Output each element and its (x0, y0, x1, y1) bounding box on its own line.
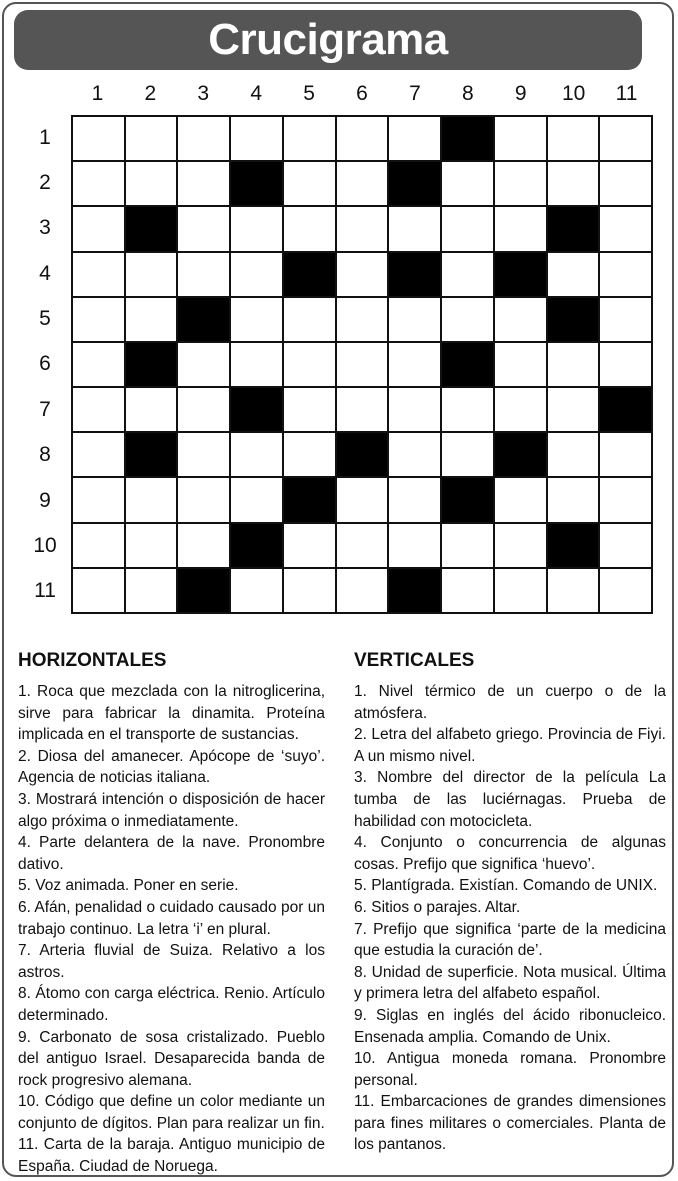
empty-cell[interactable] (73, 253, 124, 296)
row-number: 5 (39, 307, 51, 331)
clue: 6. Afán, penalidad o cuidado causado por un trabajo continuo. La letra ‘i’ en plural. (18, 898, 325, 938)
empty-cell[interactable] (178, 162, 229, 205)
empty-cell[interactable] (337, 298, 388, 341)
empty-cell[interactable] (337, 569, 388, 612)
clue: 4. Conjunto o concurrencia de algunas cosas. Prefijo que significa ‘huevo’. (354, 834, 666, 873)
empty-cell[interactable] (231, 343, 282, 386)
empty-cell[interactable] (284, 524, 335, 567)
column-numbers (71, 82, 653, 106)
column-number: 6 (356, 82, 368, 105)
vertical-clues-heading: VERTICALES (354, 650, 475, 671)
empty-cell[interactable] (442, 388, 493, 431)
empty-cell[interactable] (73, 343, 124, 386)
empty-cell[interactable] (73, 117, 124, 160)
black-cell (231, 524, 282, 567)
empty-cell[interactable] (126, 478, 177, 521)
black-cell (442, 478, 493, 521)
horizontal-clues-heading: HORIZONTALES (18, 650, 167, 671)
black-cell (600, 388, 651, 431)
clue: 8. Unidad de superficie. Nota musical. Última y primera letra del alfabeto español. (354, 963, 666, 1003)
clue: 5. Voz animada. Poner en serie. (18, 877, 239, 895)
black-cell (389, 569, 440, 612)
empty-cell[interactable] (126, 162, 177, 205)
empty-cell[interactable] (337, 253, 388, 296)
clue: 9. Carbonato de sosa cristalizado. Pueblo del antiguo Israel. Desaparecida banda de rock progresivo alemana. (18, 1028, 325, 1089)
row-number: 6 (39, 352, 51, 376)
column-number: 5 (303, 82, 315, 105)
empty-cell[interactable] (495, 478, 546, 521)
empty-cell[interactable] (389, 524, 440, 567)
horizontal-clues (18, 648, 325, 1178)
empty-cell[interactable] (495, 569, 546, 612)
empty-cell[interactable] (231, 569, 282, 612)
empty-cell[interactable] (178, 433, 229, 476)
clue: 8. Átomo con carga eléctrica. Renio. Artículo determinado. (18, 985, 325, 1024)
empty-cell[interactable] (495, 117, 546, 160)
empty-cell[interactable] (284, 162, 335, 205)
empty-cell[interactable] (495, 207, 546, 250)
empty-cell[interactable] (600, 117, 651, 160)
row-number: 1 (39, 125, 51, 149)
black-cell (231, 388, 282, 431)
empty-cell[interactable] (600, 253, 651, 296)
empty-cell[interactable] (600, 433, 651, 476)
clue: 2. Diosa del amanecer. Apócope de ‘suyo’. Agencia de noticias italiana. (18, 747, 325, 787)
vertical-clues (354, 648, 666, 1156)
column-number: 3 (197, 82, 210, 105)
empty-cell[interactable] (126, 524, 177, 567)
column-number: 8 (461, 82, 474, 105)
row-number: 11 (34, 579, 56, 603)
empty-cell[interactable] (284, 433, 335, 476)
empty-cell[interactable] (442, 569, 493, 612)
empty-cell[interactable] (389, 478, 440, 521)
black-cell (126, 207, 177, 250)
empty-cell[interactable] (337, 388, 388, 431)
black-cell (178, 298, 229, 341)
empty-cell[interactable] (442, 298, 493, 341)
empty-cell[interactable] (73, 524, 124, 567)
empty-cell[interactable] (495, 298, 546, 341)
row-number: 8 (39, 443, 51, 467)
empty-cell[interactable] (231, 478, 282, 521)
black-cell (337, 433, 388, 476)
row-numbers (20, 115, 70, 614)
black-cell (284, 478, 335, 521)
column-number: 1 (91, 82, 104, 105)
empty-cell[interactable] (495, 343, 546, 386)
empty-cell[interactable] (337, 524, 388, 567)
empty-cell[interactable] (178, 117, 229, 160)
clue: 6. Sitios o parajes. Altar. (354, 898, 521, 916)
empty-cell[interactable] (284, 388, 335, 431)
page-title: Crucigrama (208, 15, 448, 64)
empty-cell[interactable] (548, 433, 599, 476)
empty-cell[interactable] (389, 433, 440, 476)
empty-cell[interactable] (178, 388, 229, 431)
empty-cell[interactable] (337, 162, 388, 205)
row-number: 9 (39, 488, 51, 512)
empty-cell[interactable] (442, 524, 493, 567)
crossword-grid (71, 115, 653, 614)
column-number: 2 (144, 82, 157, 105)
empty-cell[interactable] (284, 298, 335, 341)
title-banner (14, 10, 642, 70)
clue: 7. Prefijo que significa ‘parte de la medicina que estudia la curación de’. (354, 920, 666, 960)
clue: 3. Nombre del director de la película La tumba de las luciérnagas. Prueba de habilidad con motocicleta. (354, 769, 666, 830)
empty-cell[interactable] (284, 343, 335, 386)
empty-cell[interactable] (231, 117, 282, 160)
black-cell (231, 162, 282, 205)
black-cell (548, 207, 599, 250)
empty-cell[interactable] (600, 298, 651, 341)
empty-cell[interactable] (442, 207, 493, 250)
row-number: 7 (39, 397, 51, 421)
clue: 10. Antigua moneda romana. Pronombre personal. (354, 1050, 666, 1089)
empty-cell[interactable] (389, 117, 440, 160)
empty-cell[interactable] (178, 207, 229, 250)
vertical-clue-list (354, 681, 666, 1156)
empty-cell[interactable] (600, 524, 651, 567)
empty-cell[interactable] (600, 207, 651, 250)
empty-cell[interactable] (126, 117, 177, 160)
empty-cell[interactable] (337, 343, 388, 386)
black-cell (495, 433, 546, 476)
empty-cell[interactable] (73, 298, 124, 341)
black-cell (442, 343, 493, 386)
row-number: 2 (39, 171, 51, 195)
empty-cell[interactable] (495, 162, 546, 205)
empty-cell[interactable] (73, 207, 124, 250)
black-cell (442, 117, 493, 160)
empty-cell[interactable] (548, 343, 599, 386)
row-number: 4 (39, 261, 51, 285)
empty-cell[interactable] (284, 569, 335, 612)
black-cell (178, 569, 229, 612)
empty-cell[interactable] (231, 253, 282, 296)
black-cell (126, 433, 177, 476)
empty-cell[interactable] (231, 207, 282, 250)
black-cell (126, 343, 177, 386)
empty-cell[interactable] (337, 478, 388, 521)
clue: 4. Parte delantera de la nave. Pronombre dativo. (18, 834, 325, 873)
black-cell (284, 253, 335, 296)
empty-cell[interactable] (73, 162, 124, 205)
empty-cell[interactable] (442, 253, 493, 296)
empty-cell[interactable] (231, 298, 282, 341)
empty-cell[interactable] (178, 478, 229, 521)
empty-cell[interactable] (73, 569, 124, 612)
empty-cell[interactable] (389, 388, 440, 431)
clue: 11. Carta de la baraja. Antiguo municipio de España. Ciudad de Noruega. (18, 1136, 325, 1176)
clue: 7. Arteria fluvial de Suiza. Relativo a los astros. (18, 942, 325, 981)
empty-cell[interactable] (337, 117, 388, 160)
empty-cell[interactable] (548, 478, 599, 521)
row-number: 3 (39, 216, 51, 240)
empty-cell[interactable] (73, 388, 124, 431)
empty-cell[interactable] (284, 117, 335, 160)
empty-cell[interactable] (337, 207, 388, 250)
empty-cell[interactable] (126, 388, 177, 431)
horizontal-clue-list (18, 681, 325, 1178)
empty-cell[interactable] (600, 343, 651, 386)
black-cell (389, 253, 440, 296)
empty-cell[interactable] (73, 478, 124, 521)
black-cell (389, 162, 440, 205)
row-number: 10 (33, 533, 57, 557)
empty-cell[interactable] (548, 569, 599, 612)
clue: 1. Roca que mezclada con la nitroglicerina, sirve para fabricar la dinamita. Proteína implicada en el transporte de sustancias. (18, 683, 325, 744)
column-number: 4 (250, 82, 263, 105)
column-number: 9 (514, 82, 527, 105)
black-cell (548, 524, 599, 567)
empty-cell[interactable] (73, 433, 124, 476)
empty-cell[interactable] (389, 207, 440, 250)
empty-cell[interactable] (600, 162, 651, 205)
empty-cell[interactable] (442, 433, 493, 476)
clue: 3. Mostrará intención o disposición de hacer algo próxima o inmediatamente. (18, 790, 325, 830)
column-number: 7 (409, 82, 421, 105)
empty-cell[interactable] (231, 433, 282, 476)
empty-cell[interactable] (178, 524, 229, 567)
empty-cell[interactable] (126, 253, 177, 296)
empty-cell[interactable] (548, 162, 599, 205)
column-number: 10 (561, 82, 586, 105)
black-cell (548, 298, 599, 341)
clue: 5. Plantígrada. Existían. Comando de UNIX. (354, 877, 658, 895)
clue: 1. Nivel térmico de un cuerpo o de la atmósfera. (354, 683, 666, 722)
empty-cell[interactable] (548, 388, 599, 431)
column-number: 11 (615, 82, 638, 105)
clue: 11. Embarcaciones de grandes dimensiones para fines militares o comerciales. Planta de los pantanos. (354, 1093, 666, 1154)
empty-cell[interactable] (389, 343, 440, 386)
clue: 9. Siglas en inglés del ácido ribonucleico. Ensenada amplia. Comando de Unix. (354, 1006, 666, 1046)
empty-cell[interactable] (442, 162, 493, 205)
empty-cell[interactable] (548, 117, 599, 160)
empty-cell[interactable] (600, 478, 651, 521)
empty-cell[interactable] (548, 253, 599, 296)
empty-cell[interactable] (126, 569, 177, 612)
empty-cell[interactable] (126, 298, 177, 341)
empty-cell[interactable] (389, 298, 440, 341)
empty-cell[interactable] (600, 569, 651, 612)
black-cell (495, 253, 546, 296)
empty-cell[interactable] (178, 343, 229, 386)
empty-cell[interactable] (495, 388, 546, 431)
empty-cell[interactable] (178, 253, 229, 296)
empty-cell[interactable] (284, 207, 335, 250)
clue: 2. Letra del alfabeto griego. Provincia de Fiyi. A un mismo nivel. (354, 726, 666, 765)
clue: 10. Código que define un color mediante un conjunto de dígitos. Plan para realizar un fin. (18, 1093, 325, 1132)
empty-cell[interactable] (495, 524, 546, 567)
